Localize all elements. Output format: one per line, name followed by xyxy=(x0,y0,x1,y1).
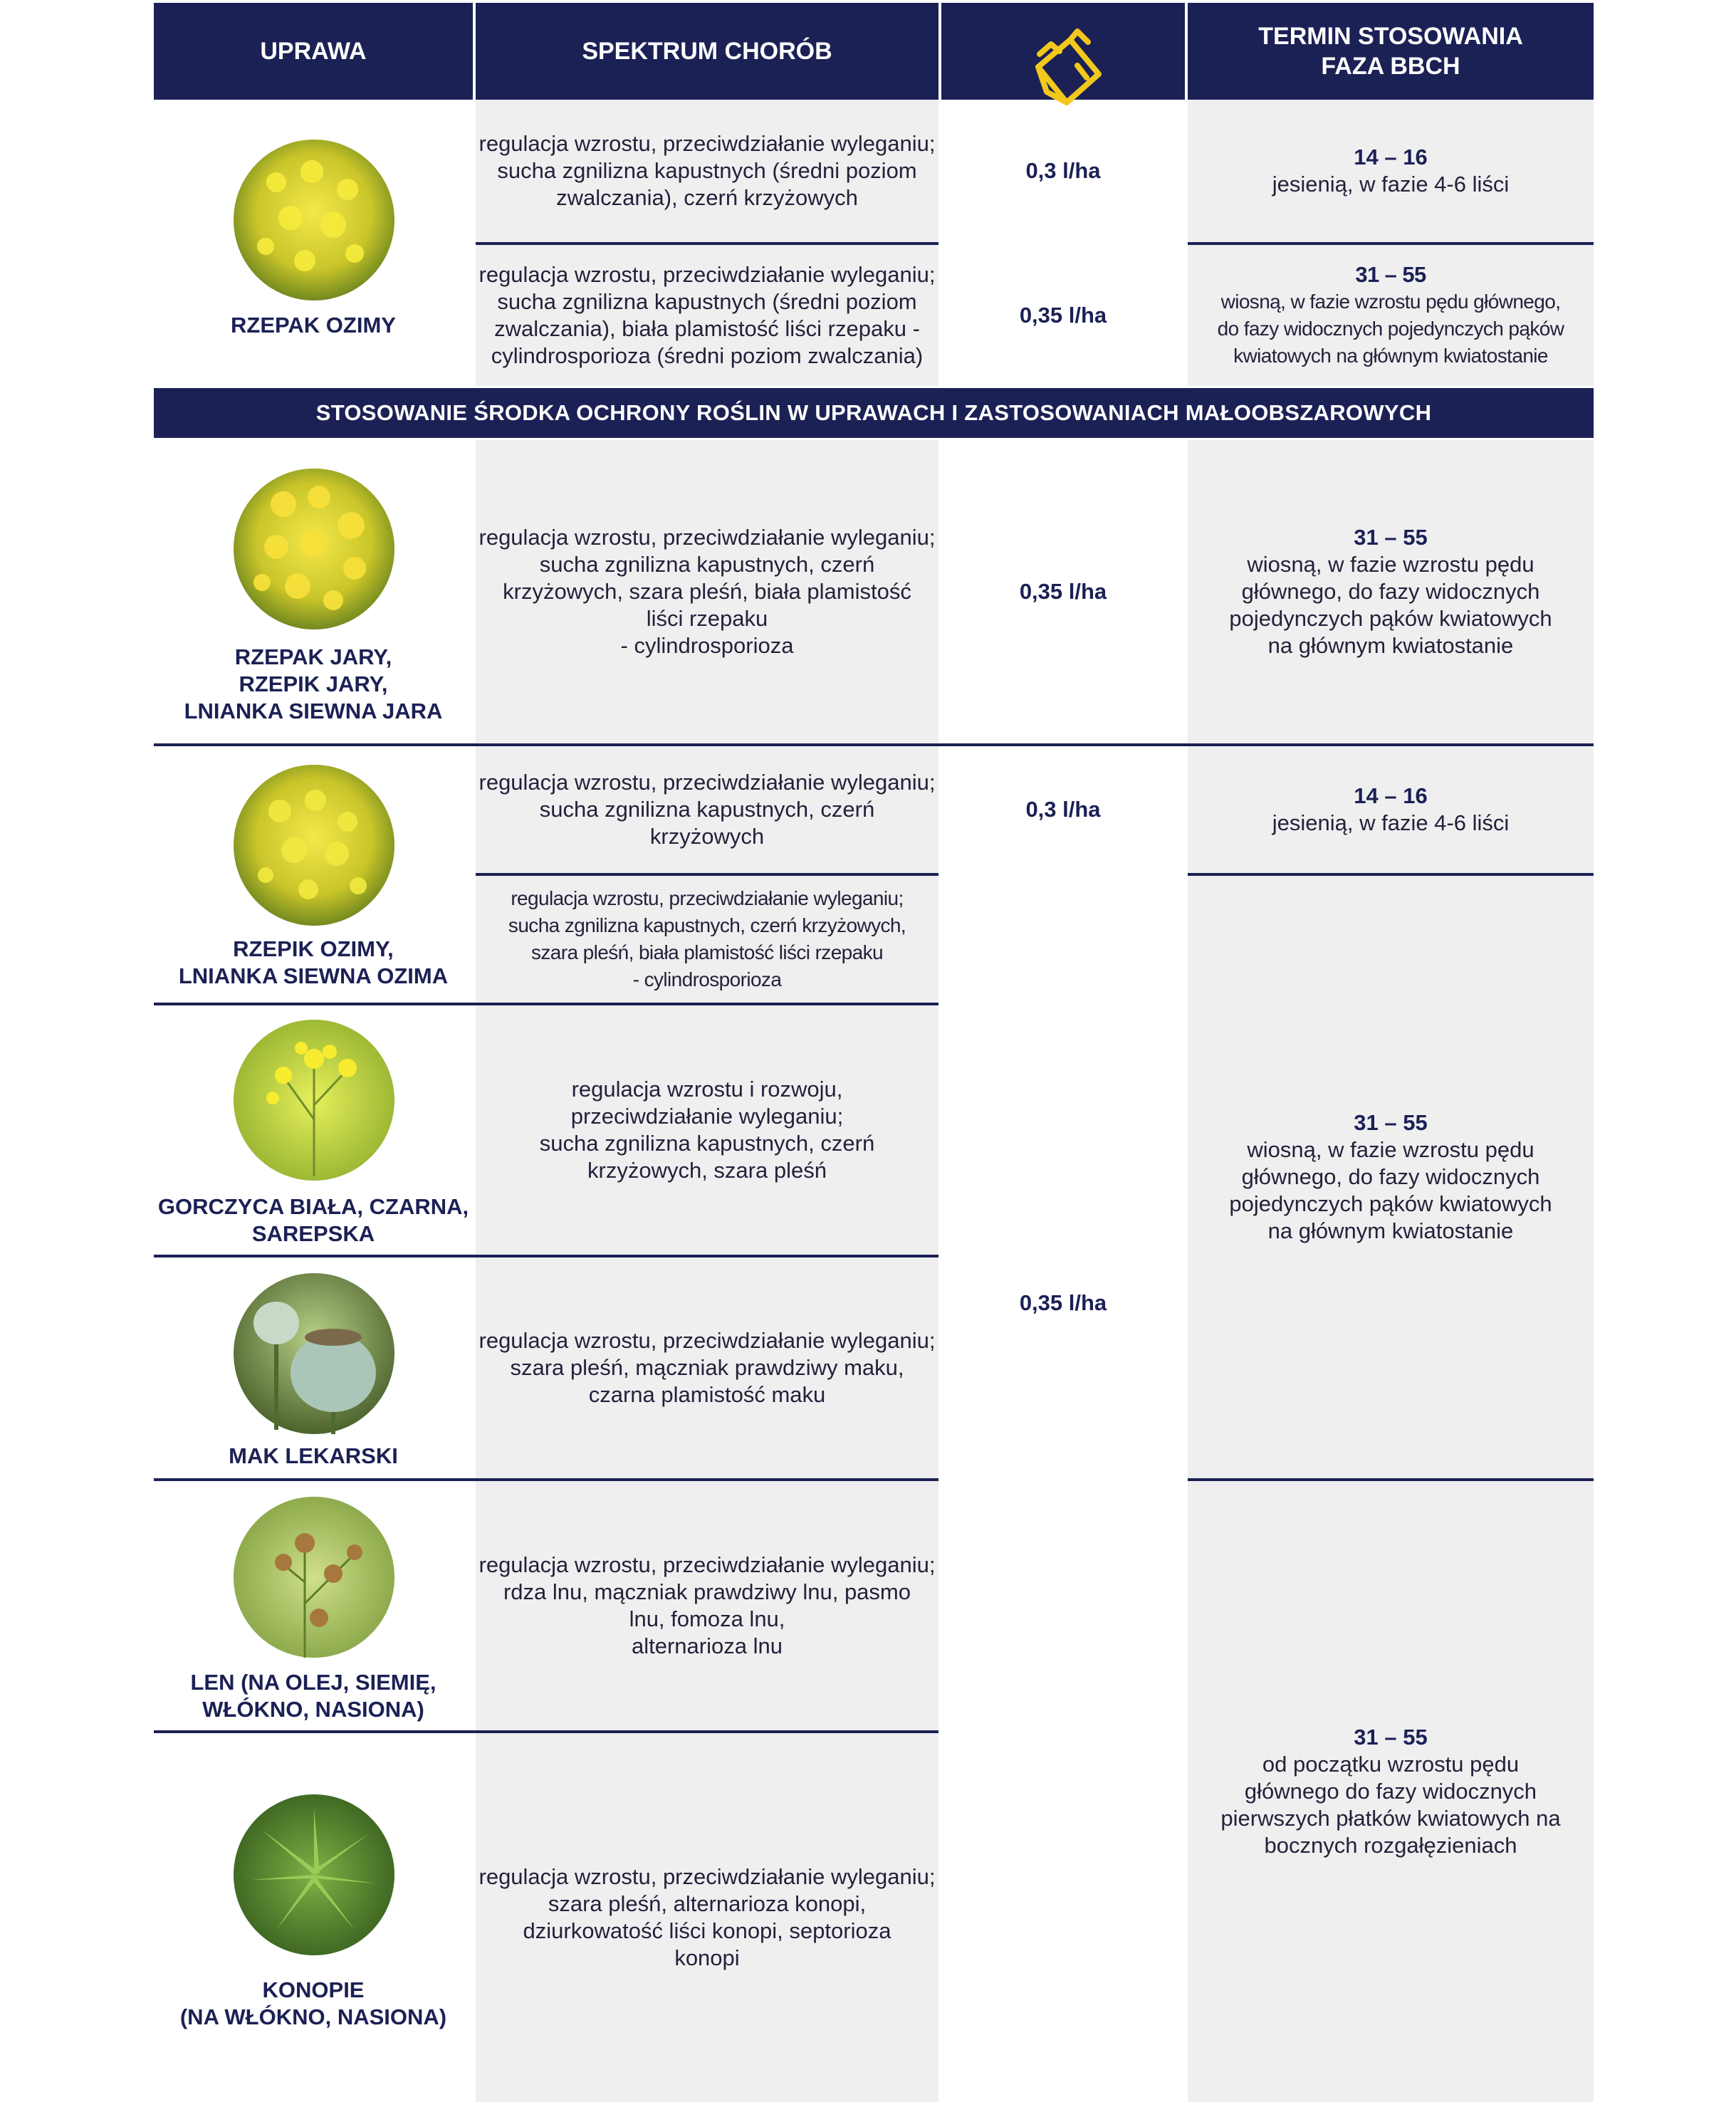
bbch-range-3: 31 – 55 xyxy=(1354,525,1428,550)
dose-cell-4 xyxy=(941,746,1185,873)
term-desc-1: jesienią, w fazie 4-6 liści xyxy=(1272,172,1510,197)
term-cell-5 xyxy=(1188,876,1594,1478)
header-term-line1: TERMIN STOSOWANIA xyxy=(1258,22,1523,50)
crop-name-konopie: KONOPIE (NA WŁÓKNO, NASIONA) xyxy=(179,1977,447,2029)
term-cell-3 xyxy=(1188,440,1594,743)
header-term xyxy=(1188,3,1594,100)
minor-uses-band xyxy=(154,388,1594,438)
crop-photo-gorczyca xyxy=(234,1020,394,1181)
disease-cell-6: regulacja wzrostu i rozwoju, przeciwdziałanie wyleganiu; sucha zgnilizna kapustnych, czerń krzyżowych, szara pleśń xyxy=(539,1077,875,1183)
disease-cell-5: regulacja wzrostu, przeciwdziałanie wyleganiu; sucha zgnilizna kapustnych, czerń krzyżowych, szara pleśń, biała plamistość liści rzepaku - cylindrosporioza xyxy=(508,887,906,990)
dose-value-1: 0,3 l/ha xyxy=(1025,158,1101,183)
crop-photo-len xyxy=(234,1497,394,1658)
term-cell-4 xyxy=(1188,746,1594,873)
crop-name-rzepak-jary: RZEPAK JARY, RZEPIK JARY, LNIANKA SIEWNA JARA xyxy=(184,644,443,723)
crop-name-rzepik-ozimy: RZEPIK OZIMY, LNIANKA SIEWNA OZIMA xyxy=(178,936,449,988)
bbch-range-6: 31 – 55 xyxy=(1354,1725,1428,1750)
bbch-range-1: 14 – 16 xyxy=(1354,145,1428,169)
term-desc-5: wiosną, w fazie wzrostu pędu głównego, do fazy widocznych pojedynczych pąków kwiatowych na głównym kwiatostanie xyxy=(1229,1137,1552,1243)
disease-cell-7: regulacja wzrostu, przeciwdziałanie wyleganiu; szara pleśń, mączniak prawdziwy maku, czarna plamistość maku xyxy=(479,1328,936,1407)
minor-uses-band-label: STOSOWANIE ŚRODKA OCHRONY ROŚLIN W UPRAWACH I ZASTOSOWANIACH MAŁOOBSZAROWYCH xyxy=(315,400,1432,425)
dose-cell-2 xyxy=(941,245,1185,386)
crop-photo-rzepak-ozimy xyxy=(234,140,394,300)
crop-name-rzepak-ozimy: RZEPAK OZIMY xyxy=(231,313,396,338)
bbch-range-4: 14 – 16 xyxy=(1354,783,1428,808)
dose-cell-3 xyxy=(941,440,1185,743)
term-desc-3: wiosną, w fazie wzrostu pędu głównego, do fazy widocznych pojedynczych pąków kwiatowych na głównym kwiatostanie xyxy=(1229,552,1552,658)
dose-cell-5 xyxy=(941,876,1185,1730)
header-disease-label: SPEKTRUM CHORÓB xyxy=(582,37,832,65)
term-cell-2 xyxy=(1188,245,1594,386)
crop-photo-rzepak-jary xyxy=(234,469,394,629)
disease-cell-3: regulacja wzrostu, przeciwdziałanie wyleganiu; sucha zgnilizna kapustnych, czerń krzyżowych, szara pleśń, biała plamistość liści rzepaku - cylindrosporioza xyxy=(479,525,936,658)
term-desc-6: od początku wzrostu pędu głównego do fazy widocznych pierwszych płatków kwiatowych na bocznych rozgałęzieniach xyxy=(1220,1752,1561,1858)
term-cell-6 xyxy=(1188,1481,1594,2102)
header-crop-label: UPRAWA xyxy=(260,37,367,65)
term-desc-4: jesienią, w fazie 4-6 liści xyxy=(1272,810,1510,835)
term-desc-2: wiosną, w fazie wzrostu pędu głównego, do fazy widocznych pojedynczych pąków kwiatowych na głównym kwiatostanie xyxy=(1217,291,1564,367)
crop-photo-konopie xyxy=(234,1794,394,1955)
crop-photo-rzepik-ozimy xyxy=(234,765,394,926)
crop-name-gorczyca: GORCZYCA BIAŁA, CZARNA, SAREPSKA xyxy=(157,1194,469,1246)
disease-cell-2: regulacja wzrostu, przeciwdziałanie wyleganiu; sucha zgnilizna kapustnych (średni poziom zwalczania), biała plamistość liści rzepaku - cylindrosporioza (średni poziom zwalczania) xyxy=(479,262,936,368)
header-term-line2: FAZA BBCH xyxy=(1321,53,1460,80)
bbch-range-2: 31 – 55 xyxy=(1355,262,1426,287)
disease-cell-9: regulacja wzrostu, przeciwdziałanie wyleganiu; szara pleśń, alternarioza konopi, dziurkowatość liści konopi, septorioza konopi xyxy=(479,1864,936,1970)
header-dose xyxy=(941,3,1185,100)
dose-value-4: 0,3 l/ha xyxy=(1025,797,1101,822)
dose-value-2: 0,35 l/ha xyxy=(1019,303,1107,328)
crop-name-mak: MAK LEKARSKI xyxy=(229,1443,398,1468)
disease-cell-4: regulacja wzrostu, przeciwdziałanie wyleganiu; sucha zgnilizna kapustnych, czerń krzyżowych xyxy=(479,770,936,849)
header-disease xyxy=(476,3,938,100)
crop-photo-mak xyxy=(234,1273,394,1434)
disease-cell-8: regulacja wzrostu, przeciwdziałanie wyleganiu; rdza lnu, mączniak prawdziwy lnu, pasmo lnu, fomoza lnu, alternarioza lnu xyxy=(479,1552,936,1658)
crop-name-len: LEN (NA OLEJ, SIEMIĘ, WŁÓKNO, NASIONA) xyxy=(190,1670,436,1722)
dose-value-5: 0,35 l/ha xyxy=(1019,1290,1107,1315)
bbch-range-5: 31 – 55 xyxy=(1354,1110,1428,1135)
dose-cell-1 xyxy=(941,100,1185,242)
dose-value-3: 0,35 l/ha xyxy=(1019,579,1107,604)
term-cell-1 xyxy=(1188,100,1594,242)
disease-cell-1: regulacja wzrostu, przeciwdziałanie wyleganiu; sucha zgnilizna kapustnych (średni poziom zwalczania), czerń krzyżowych xyxy=(479,131,936,210)
header-crop xyxy=(154,3,473,100)
